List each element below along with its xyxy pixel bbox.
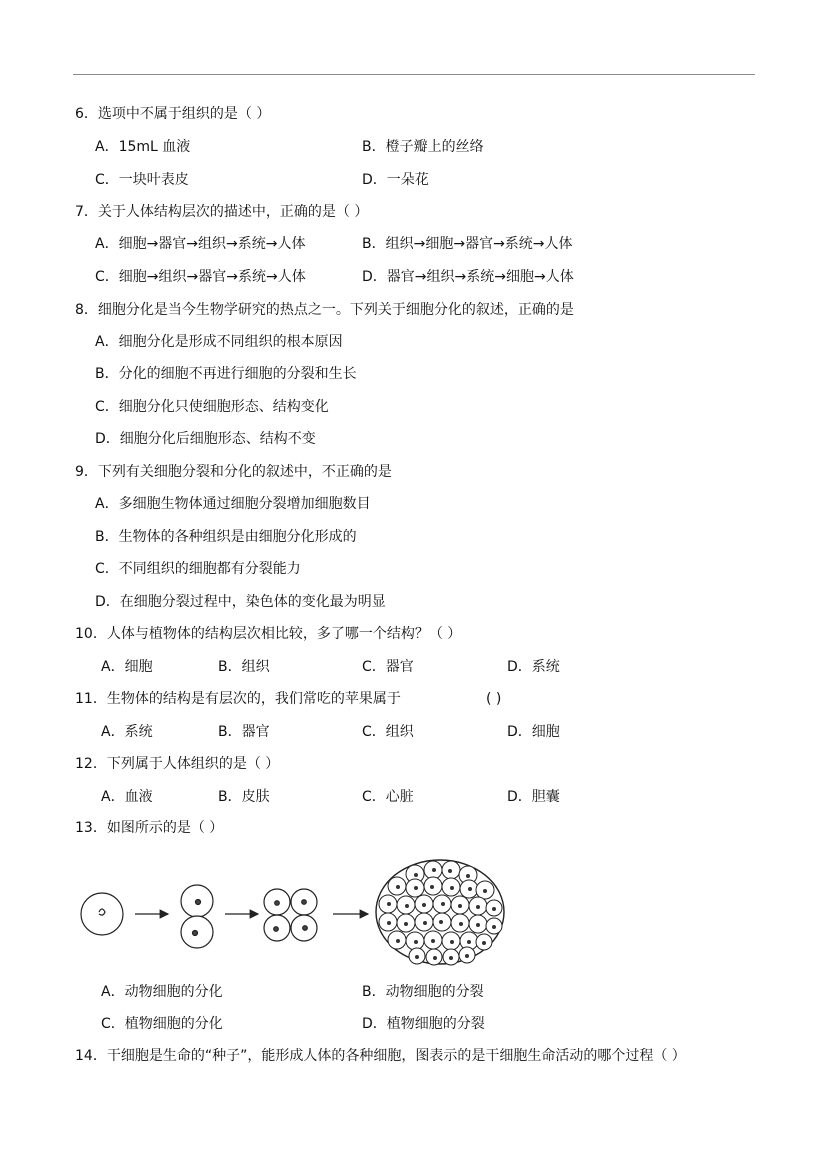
question-7-option-c: C．细胞→组织→器官→系统→人体 [95,269,306,285]
question-9-option-a: A．多细胞生物体通过细胞分裂增加细胞数目 [95,496,371,512]
question-6-option-b: B．橙子瓣上的丝络 [362,139,484,155]
question-8-option-d: D．细胞分化后细胞形态、结构不变 [95,431,316,447]
question-7-stem: 7．关于人体结构层次的描述中，正确的是（ ） [75,204,369,220]
question-13-option-c: C．植物细胞的分化 [101,1016,223,1032]
question-9-stem: 9．下列有关细胞分裂和分化的叙述中，不正确的是 [75,464,392,480]
single-cell [81,893,123,935]
question-9-option-d: D．在细胞分裂过程中，染色体的变化最为明显 [95,594,386,610]
question-10-option-c: C．器官 [362,659,414,675]
question-10-stem: 10．人体与植物体的结构层次相比较，多了哪一个结构？（ ） [75,626,462,642]
question-11-answer-paren: ( ) [486,691,502,707]
question-11-option-b: B．器官 [218,724,270,740]
question-13-option-a: A．动物细胞的分化 [101,984,223,1000]
question-12-stem: 12．下列属于人体组织的是（ ） [75,756,280,772]
question-13-option-b: B．动物细胞的分裂 [362,984,484,1000]
question-7-option-a: A．细胞→器官→组织→系统→人体 [95,236,306,252]
question-10-option-a: A．细胞 [101,659,153,675]
question-11-stem: 11．生物体的结构是有层次的，我们常吃的苹果属于 [75,691,401,707]
question-10-option-d: D．系统 [507,659,560,675]
question-8-stem: 8．细胞分化是当今生物学研究的热点之一。下列关于细胞分化的叙述，正确的是 [75,302,574,318]
question-12-option-d: D．胆囊 [507,789,560,805]
cell-mass [376,860,504,965]
question-7-option-b: B．组织→细胞→器官→系统→人体 [362,236,573,252]
header-rule [73,74,755,75]
question-10-option-b: B．组织 [218,659,270,675]
question-11-option-a: A．系统 [101,724,153,740]
question-9-option-b: B．生物体的各种组织是由细胞分化形成的 [95,529,357,545]
question-8-option-c: C．细胞分化只使细胞形态、结构变化 [95,399,329,415]
question-11-option-d: D．细胞 [507,724,560,740]
question-12-option-c: C．心脏 [362,789,414,805]
cell-division-figure [75,858,515,968]
question-6-stem: 6．选项中不属于组织的是（ ） [75,106,271,122]
question-6-option-d: D．一朵花 [362,172,429,188]
question-13-option-d: D．植物细胞的分裂 [362,1016,485,1032]
question-8-option-a: A．细胞分化是形成不同组织的根本原因 [95,334,343,350]
question-9-option-c: C．不同组织的细胞都有分裂能力 [95,561,301,577]
question-13-stem: 13．如图所示的是（ ） [75,820,224,836]
question-12-option-a: A．血液 [101,789,153,805]
four-cells [264,889,317,941]
question-6-option-a: A．15mL 血液 [95,139,191,155]
question-6-option-c: C．一块叶表皮 [95,172,189,188]
question-12-option-b: B．皮肤 [218,789,270,805]
question-11-option-c: C．组织 [362,724,414,740]
question-7-option-d: D．器官→组织→系统→细胞→人体 [362,269,574,285]
question-14-stem: 14．干细胞是生命的“种子”，能形成人体的各种细胞，图表示的是干细胞生命活动的哪个过程（ ） [75,1048,686,1064]
question-8-option-b: B．分化的细胞不再进行细胞的分裂和生长 [95,366,357,382]
two-cells [181,885,213,948]
